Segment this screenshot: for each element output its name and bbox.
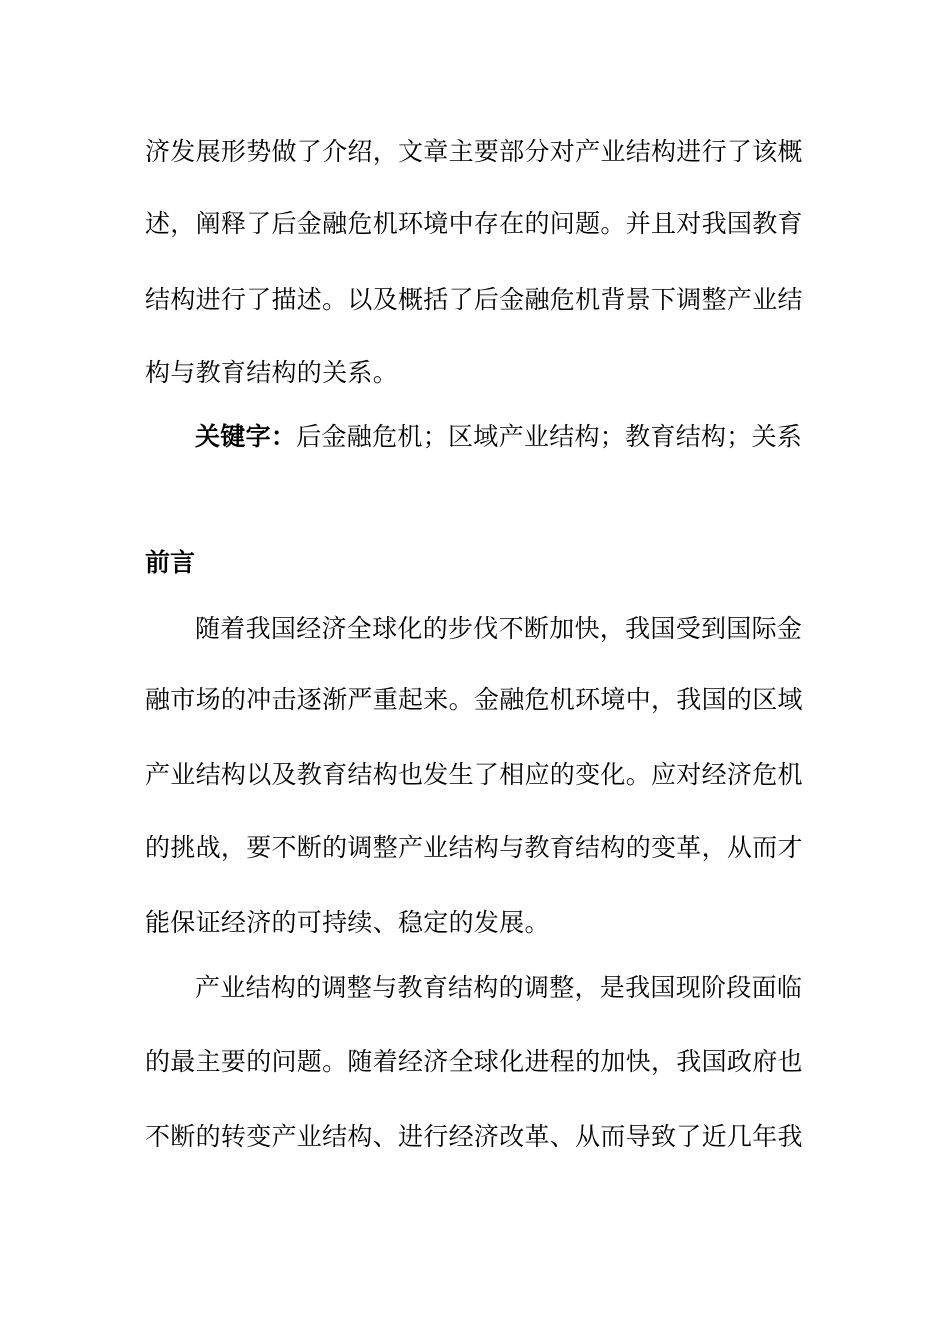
preface-p2-line-1: 产业结构的调整与教育结构的调整，是我国现阶段面临 (195, 973, 803, 1002)
preface-heading: 前言 (145, 548, 196, 577)
abstract-line-3: 结构进行了描述。以及概括了后金融危机背景下调整产业结 (145, 285, 803, 314)
keywords-text: 后金融危机；区域产业结构；教育结构；关系 (296, 422, 803, 451)
abstract-line-1: 济发展形势做了介绍，文章主要部分对产业结构进行了该概 (145, 137, 803, 166)
preface-p1-line-1: 随着我国经济全球化的步伐不断加快，我国受到国际金 (195, 614, 803, 643)
abstract-line-2: 述，阐释了后金融危机环境中存在的问题。并且对我国教育 (145, 209, 803, 238)
preface-p2-line-3: 不断的转变产业结构、进行经济改革、从而导致了近几年我 (145, 1122, 803, 1151)
preface-p1-line-2: 融市场的冲击逐渐严重起来。金融危机环境中，我国的区域 (145, 685, 803, 714)
keywords-label: 关键字： (195, 422, 297, 451)
keywords-line (195, 419, 805, 455)
preface-p1-line-4: 的挑战，要不断的调整产业结构与教育结构的变革，从而才 (145, 833, 803, 862)
abstract-line-4: 构与教育结构的关系。 (145, 358, 399, 387)
preface-p2-line-2: 的最主要的问题。随着经济全球化进程的加快，我国政府也 (145, 1047, 803, 1076)
preface-p1-line-5: 能保证经济的可持续、稳定的发展。 (145, 908, 550, 937)
preface-p1-line-3: 产业结构以及教育结构也发生了相应的变化。应对经济危机 (145, 760, 803, 789)
